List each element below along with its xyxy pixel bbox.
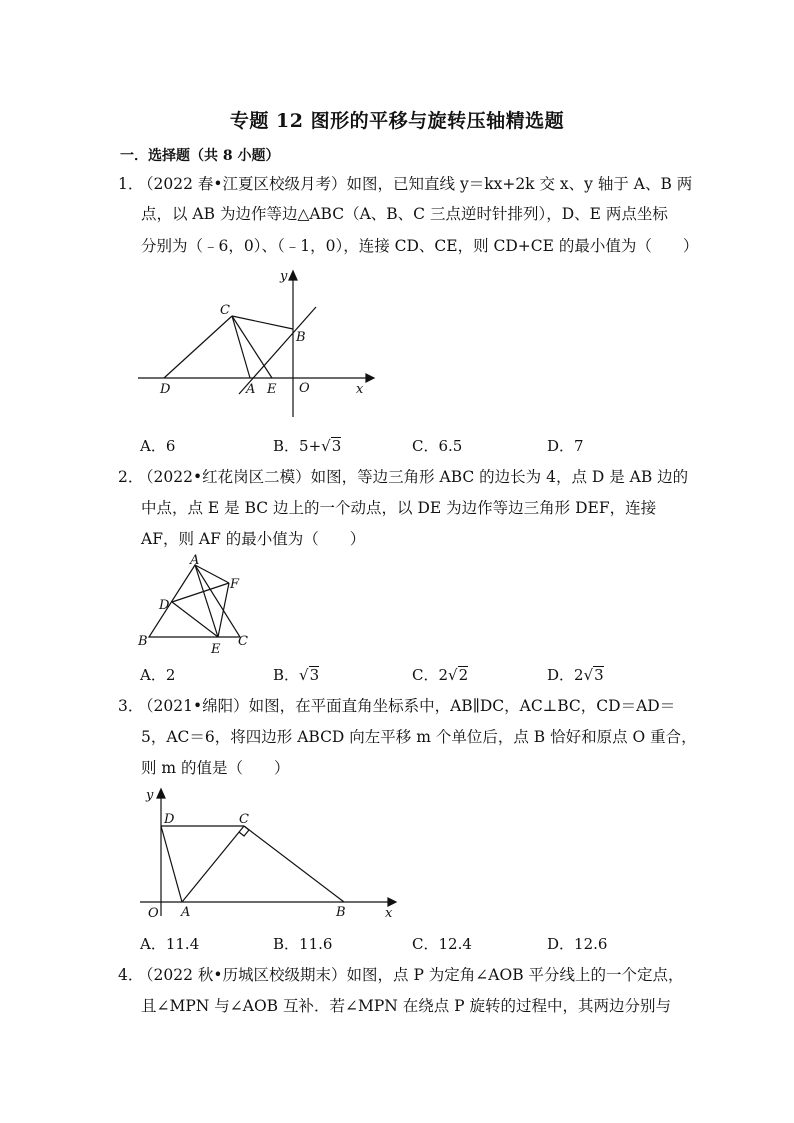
- option-d[interactable]: D．12.6: [547, 935, 608, 953]
- label-d: D: [159, 598, 170, 613]
- label-a: A: [246, 382, 256, 397]
- segment-cb: [244, 826, 344, 902]
- label-o: O: [148, 906, 159, 921]
- question-2-line-3: AF，则 AF 的最小值为（ ）: [141, 530, 366, 548]
- option-c[interactable]: C．6.5: [412, 437, 463, 455]
- option-a[interactable]: A．11.4: [140, 935, 200, 953]
- label-c: C: [220, 303, 230, 318]
- question-2-figure: [134, 550, 264, 660]
- label-o: O: [299, 381, 310, 396]
- option-a[interactable]: A．6: [140, 437, 176, 455]
- question-3-line-1: [118, 696, 675, 716]
- segment-ac: [182, 826, 244, 902]
- section-heading: 一．选择题（共 8 小题）: [120, 148, 280, 164]
- label-c: C: [239, 812, 249, 827]
- question-1-line-3: 分别为（﹣6，0）、（﹣1，0），连接 CD、CE，则 CD+CE 的最小值为（ ）: [141, 237, 699, 255]
- label-x: x: [356, 382, 364, 397]
- label-d: D: [164, 812, 175, 827]
- question-1-line-1: [118, 174, 692, 194]
- option-b-prefix: B．: [273, 666, 300, 684]
- label-b: B: [336, 905, 346, 920]
- question-number: 2．: [118, 468, 144, 486]
- segment-df: [172, 583, 229, 602]
- sqrt-sign: √: [321, 437, 331, 455]
- option-b-prefix: B．5+: [273, 437, 322, 455]
- x-axis-arrow: [388, 898, 396, 906]
- option-c[interactable]: C．12.4: [412, 935, 472, 953]
- option-b[interactable]: B．11.6: [273, 935, 333, 953]
- segment-dc: [164, 316, 232, 378]
- option-b[interactable]: [273, 665, 319, 685]
- label-y: y: [280, 269, 288, 284]
- segment-ce: [232, 316, 272, 378]
- question-1-line-2: 点，以 AB 为边作等边△ABC（A、B、C 三点逆时针排列），D、E 两点坐标: [141, 205, 668, 223]
- question-2-options: [140, 665, 740, 687]
- option-b[interactable]: [273, 436, 341, 456]
- segment-ef: [218, 583, 229, 637]
- label-e: E: [267, 382, 277, 397]
- x-axis-arrow: [366, 374, 374, 382]
- question-2-line-2: 中点，点 E 是 BC 边上的一个动点，以 DE 为边作等边三角形 DEF，连接: [141, 499, 657, 517]
- option-d[interactable]: D．7: [547, 437, 584, 455]
- label-x: x: [385, 906, 393, 921]
- segment-de: [172, 602, 218, 637]
- question-3-line-2: 5，AC＝6，将四边形 ABCD 向左平移 m 个单位后，点 B 恰好和原点 O 重合，: [141, 728, 697, 746]
- option-c[interactable]: [412, 665, 468, 685]
- question-3-figure: [140, 784, 410, 924]
- option-d-prefix: D．2: [547, 666, 584, 684]
- option-c-prefix: C．2: [412, 666, 449, 684]
- label-c: C: [238, 634, 248, 649]
- label-a: A: [190, 553, 200, 568]
- question-number: 4．: [118, 966, 144, 984]
- sqrt-sign: √: [583, 666, 594, 684]
- question-text: （2021•绵阳）如图，在平面直角坐标系中，AB∥DC，AC⊥BC，CD＝AD＝: [138, 697, 676, 715]
- segment-da: [161, 826, 182, 902]
- page-title: 专题 12 图形的平移与旋转压轴精选题: [229, 110, 565, 132]
- option-a[interactable]: A．2: [140, 666, 176, 684]
- question-number: 3．: [118, 697, 144, 715]
- question-text: （2022 春•江夏区校级月考）如图，已知直线 y＝kx+2k 交 x、y 轴于 A、B 两: [138, 175, 693, 193]
- option-d-radicand: 3: [594, 666, 604, 684]
- question-4-line-1: [118, 965, 684, 985]
- question-text: （2022 秋•历城区校级期末）如图，点 P 为定角∠AOB 平分线上的一个定点，: [138, 966, 684, 984]
- label-f: F: [230, 577, 240, 592]
- y-axis-arrow: [289, 271, 297, 280]
- sqrt-sign: √: [299, 666, 309, 684]
- label-b: B: [138, 634, 148, 649]
- question-3-options: [140, 934, 740, 956]
- option-c-radicand: 2: [458, 666, 469, 684]
- question-1-options: [140, 436, 740, 458]
- question-4-line-2: 且∠MPN 与∠AOB 互补．若∠MPN 在绕点 P 旋转的过程中，其两边分别与: [141, 997, 672, 1015]
- option-b-radicand: 3: [309, 666, 320, 684]
- question-3-line-3: 则 m 的值是（ ）: [141, 759, 290, 777]
- label-a: A: [181, 905, 191, 920]
- label-d: D: [160, 382, 171, 397]
- question-2-line-1: [118, 467, 688, 487]
- y-axis-arrow: [157, 789, 165, 798]
- question-1-figure: [130, 262, 380, 422]
- option-b-radicand: 3: [331, 437, 342, 455]
- segment-cb: [232, 316, 293, 329]
- sqrt-sign: √: [448, 666, 458, 684]
- segment-ca: [232, 316, 250, 378]
- label-e: E: [211, 642, 221, 657]
- question-number: 1．: [118, 175, 144, 193]
- label-b: B: [296, 330, 306, 345]
- option-d[interactable]: [547, 665, 604, 685]
- question-text: （2022•红花岗区二模）如图，等边三角形 ABC 的边长为 4，点 D 是 AB 边的: [138, 468, 689, 486]
- label-y: y: [146, 788, 154, 803]
